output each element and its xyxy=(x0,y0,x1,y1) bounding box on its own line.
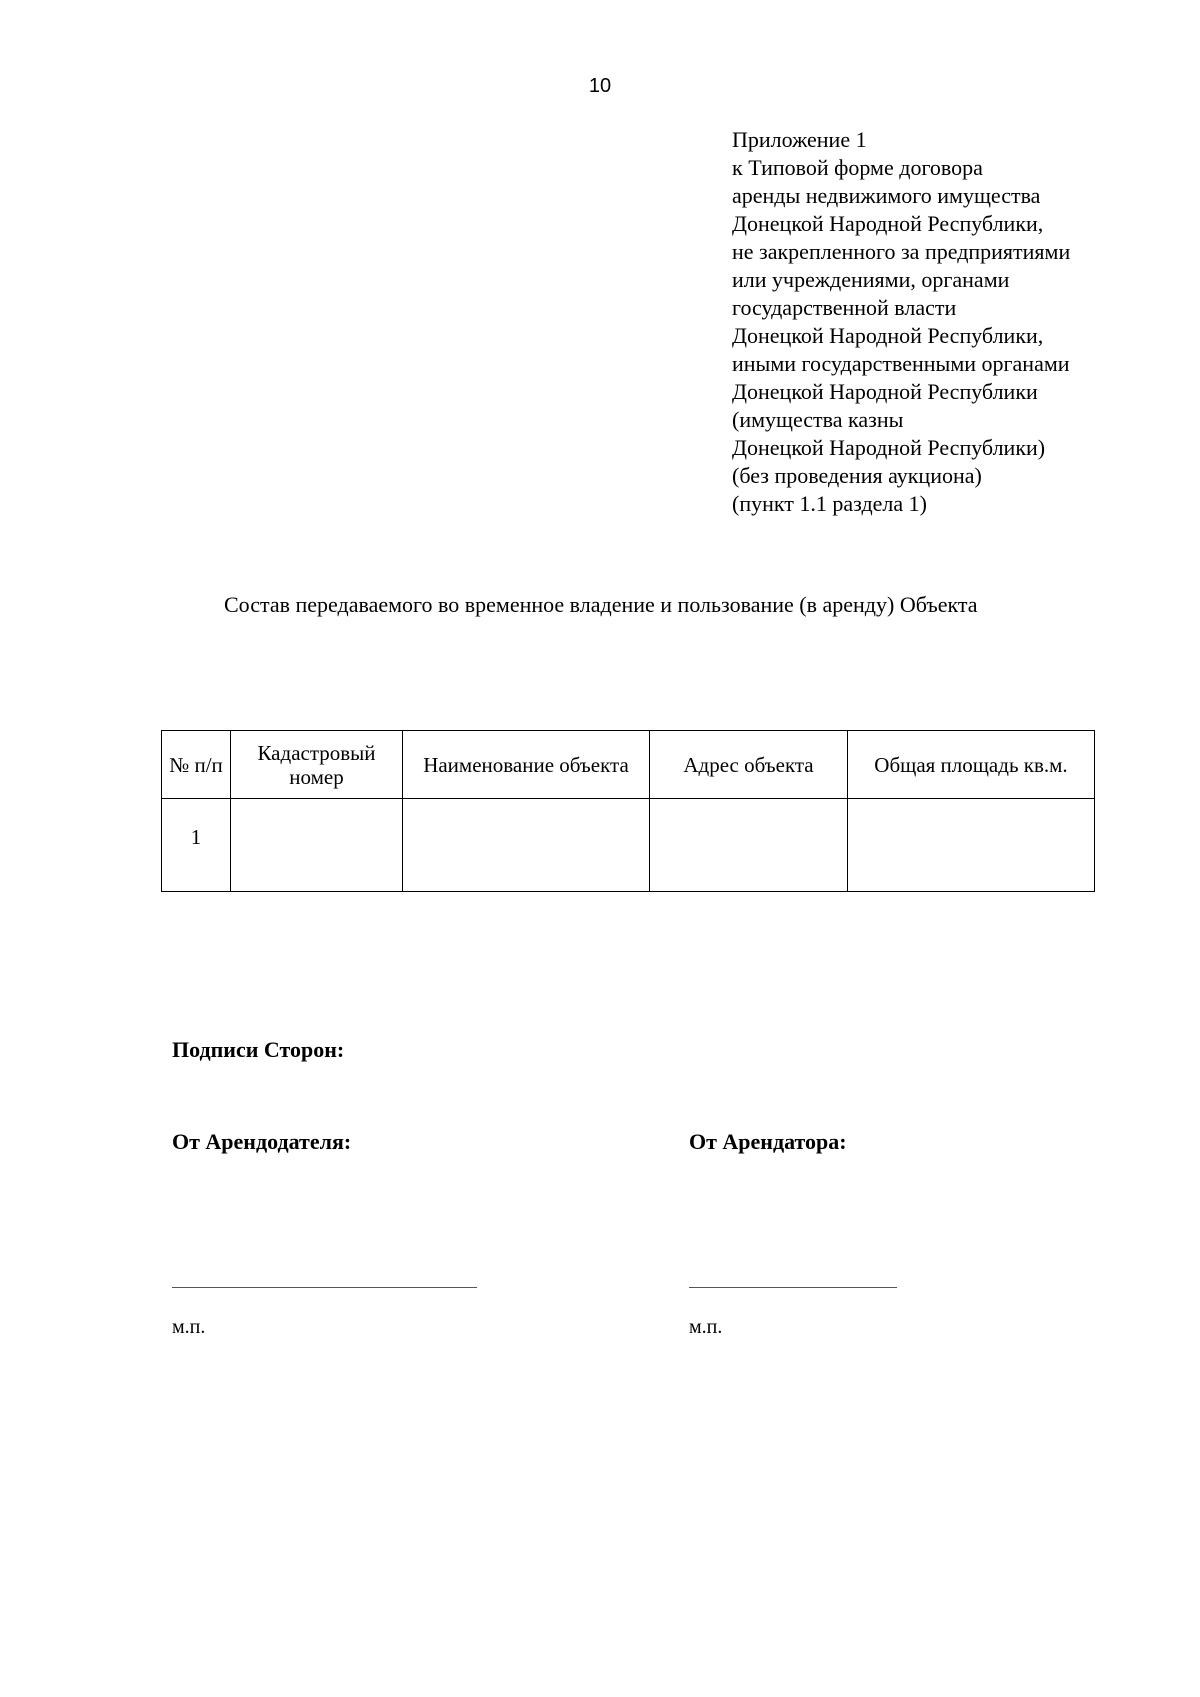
table-row xyxy=(162,799,1095,892)
page-number: 10 xyxy=(588,75,612,97)
appendix-line: (пункт 1.1 раздела 1) xyxy=(732,491,927,516)
header-cell-address: Адрес объекта xyxy=(650,731,848,799)
table-cell-cadastral xyxy=(231,799,403,892)
appendix-line: Донецкой Народной Республики) xyxy=(732,435,1046,460)
appendix-line: (имущества казны xyxy=(732,407,904,432)
appendix-line: (без проведения аукциона) xyxy=(732,463,982,488)
appendix-block xyxy=(732,126,1172,518)
appendix-line: или учреждениями, органами xyxy=(732,267,1010,292)
header-cell-area: Общая площадь кв.м. xyxy=(848,731,1095,799)
table-cell-address xyxy=(650,799,848,892)
appendix-line: Приложение 1 xyxy=(732,127,867,152)
header-cell-number: № п/п xyxy=(162,731,231,799)
tenant-signature-line xyxy=(689,1287,897,1288)
appendix-line: Донецкой Народной Республики xyxy=(732,379,1038,404)
table-header-row xyxy=(162,731,1095,799)
table-cell-name xyxy=(403,799,650,892)
appendix-line: к Типовой форме договора xyxy=(732,155,983,180)
landlord-stamp-label: м.п. xyxy=(172,1316,206,1338)
tenant-stamp-label: м.п. xyxy=(689,1316,723,1338)
appendix-line: государственной власти xyxy=(732,295,957,320)
appendix-line: Донецкой Народной Республики, xyxy=(732,211,1044,236)
appendix-line: аренды недвижимого имущества xyxy=(732,183,1041,208)
tenant-label: От Арендатора: xyxy=(689,1129,847,1154)
appendix-line: Донецкой Народной Республики, xyxy=(732,323,1044,348)
appendix-line: не закрепленного за предприятиями xyxy=(732,239,1071,264)
header-cell-name: Наименование объекта xyxy=(403,731,650,799)
table-cell-number: 1 xyxy=(162,799,231,892)
landlord-signature-line xyxy=(172,1287,477,1288)
table-cell-area xyxy=(848,799,1095,892)
document-heading: Состав передаваемого во временное владение и пользование (в аренду) Объекта xyxy=(224,592,978,617)
signatures-title: Подписи Сторон: xyxy=(172,1037,345,1062)
header-cell-cadastral: Кадастровый номер xyxy=(231,731,403,799)
object-table xyxy=(161,730,1095,892)
landlord-label: От Арендодателя: xyxy=(172,1129,352,1154)
appendix-line: иными государственными органами xyxy=(732,351,1070,376)
